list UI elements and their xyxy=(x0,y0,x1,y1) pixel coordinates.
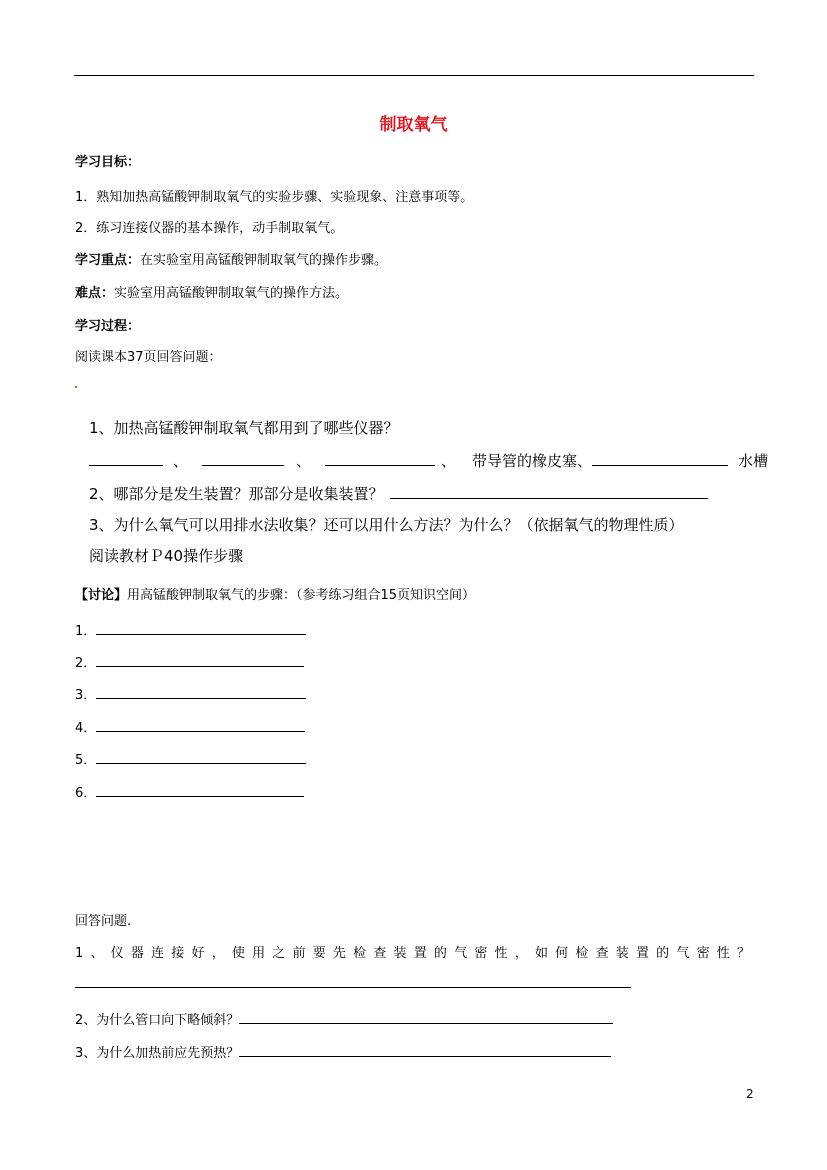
read-prompt: 阅读课本37页回答问题： xyxy=(75,350,222,365)
answer-blank[interactable] xyxy=(592,451,728,466)
key-point-text: 在实验室用高锰酸钾制取氧气的操作步骤。 xyxy=(140,253,388,268)
answer-question-3: 3、为什么加热前应先预热？ xyxy=(75,1042,611,1061)
box-question-2: 2、哪部分是发生装置？那部分是收集装置？ xyxy=(89,483,708,504)
answer-blank[interactable] xyxy=(75,973,631,988)
process-heading: 学习过程： xyxy=(75,319,141,334)
step-line: 6． xyxy=(75,782,304,801)
answer-blank[interactable] xyxy=(325,451,435,466)
step-line: 2． xyxy=(75,652,304,671)
answer-question-1: 1、仪器连接好，使用之前要先检查装置的气密性，如何检查装置的气密性？ xyxy=(75,946,753,961)
step-blank[interactable] xyxy=(96,654,304,667)
answer-blank[interactable] xyxy=(239,1009,613,1024)
answer-blank[interactable] xyxy=(202,451,284,466)
answer-blank[interactable] xyxy=(89,451,163,466)
step-blank[interactable] xyxy=(96,719,305,732)
answer-question-1-line xyxy=(75,973,631,988)
goals-heading: 学习目标： xyxy=(75,155,141,170)
difficulty-label: 难点： xyxy=(75,286,115,301)
page-title: 制取氧气 xyxy=(379,115,448,135)
key-point-label: 学习重点： xyxy=(75,253,141,268)
difficulty xyxy=(75,282,348,301)
step-line: 1． xyxy=(75,620,306,639)
box-question-3: 3、为什么氧气可以用排水法收集？还可以用什么方法？为什么？（依据氧气的物理性质） xyxy=(89,516,684,534)
answers-heading: 回答问题. xyxy=(75,914,132,929)
discussion-text: 用高锰酸钾制取氧气的步骤：（参考练习组合15页知识空间） xyxy=(127,588,476,603)
answer-blank[interactable] xyxy=(390,484,708,499)
box-question-1: 1、加热高锰酸钾制取氧气都用到了哪些仪器？ xyxy=(89,419,399,437)
step-line: 4． xyxy=(75,717,305,736)
step-line: 5． xyxy=(75,749,306,768)
difficulty-text: 实验室用高锰酸钾制取氧气的操作方法。 xyxy=(114,286,349,301)
goal-item-2: 2．练习连接仪器的基本操作，动手制取氧气。 xyxy=(75,221,344,236)
step-blank[interactable] xyxy=(96,751,306,764)
answer-question-2: 2、为什么管口向下略倾斜？ xyxy=(75,1009,613,1028)
step-line: 3． xyxy=(75,684,306,703)
stray-mark xyxy=(75,386,77,388)
step-blank[interactable] xyxy=(96,622,306,635)
header-rule xyxy=(74,75,754,76)
key-point xyxy=(75,249,387,268)
box-question-1-answer-line: 、 、 、 带导管的橡皮塞、 水槽 xyxy=(89,450,768,471)
discussion xyxy=(75,584,475,603)
page-number: 2 xyxy=(746,1087,754,1101)
discussion-label: 【讨论】 xyxy=(75,588,128,603)
step-blank[interactable] xyxy=(96,784,304,797)
read-material: 阅读教材Ｐ40操作步骤 xyxy=(89,547,244,565)
goal-item-1: 1．熟知加热高锰酸钾制取氧气的实验步骤、实验现象、注意事项等。 xyxy=(75,190,474,205)
step-blank[interactable] xyxy=(96,686,306,699)
answer-blank[interactable] xyxy=(239,1042,611,1057)
